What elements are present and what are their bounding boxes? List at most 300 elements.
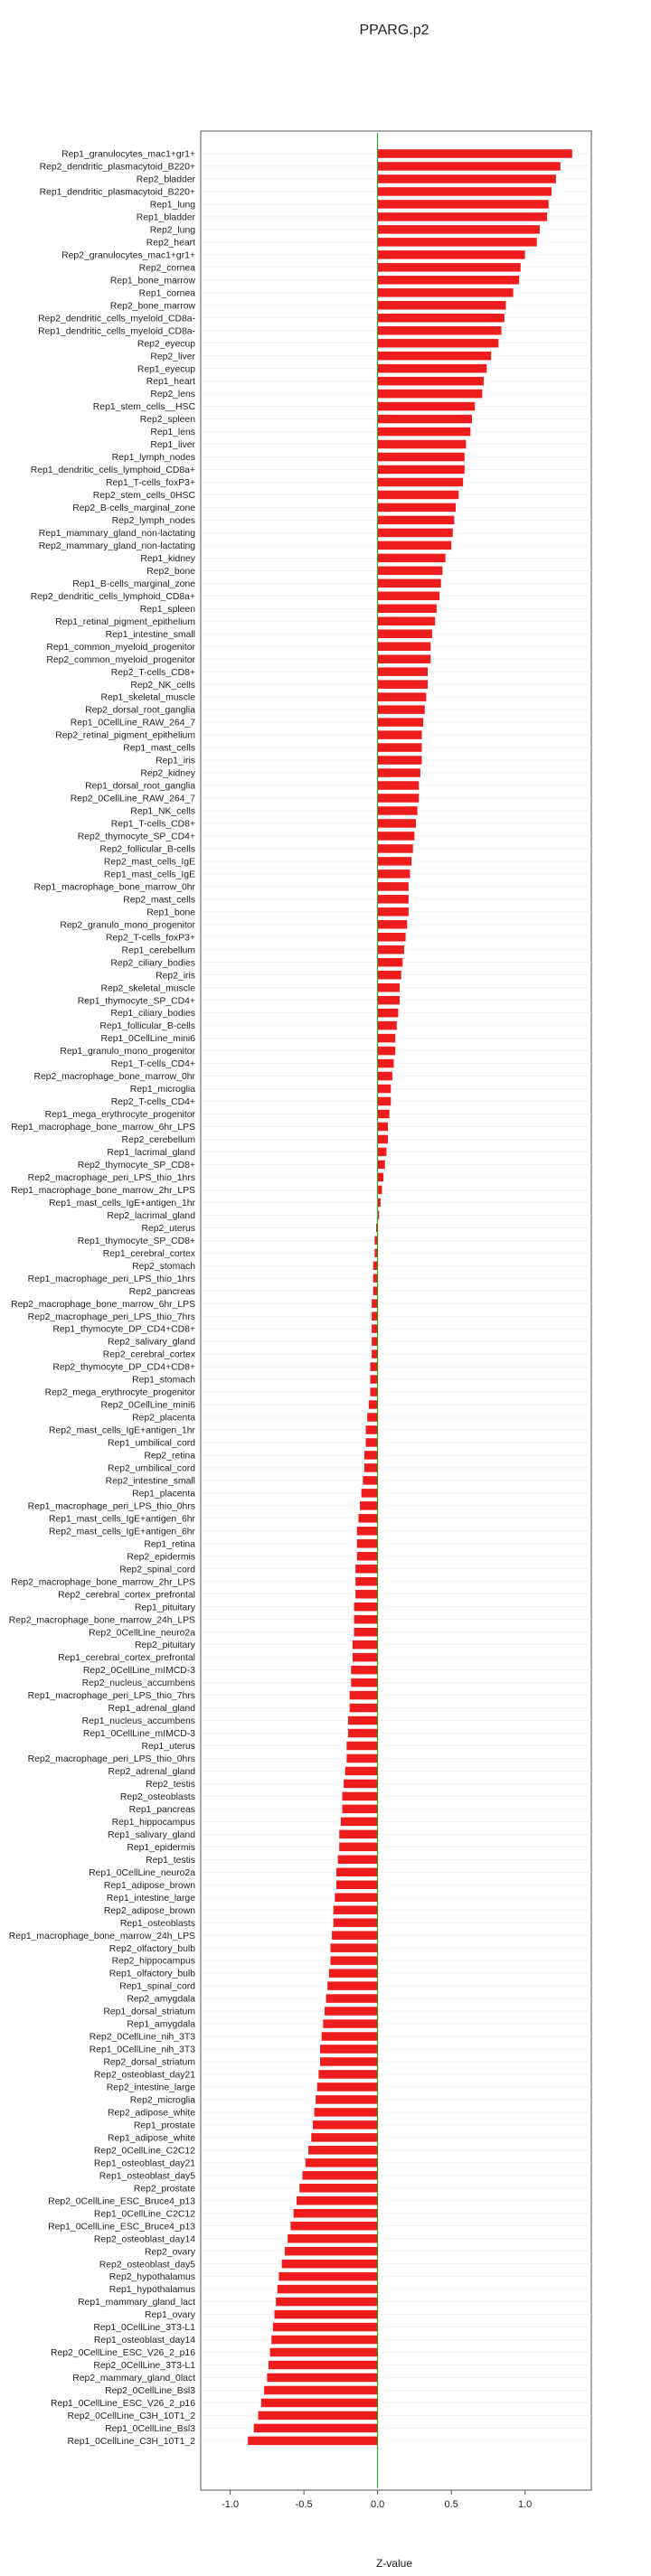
category-label: Rep1_retinal_pigment_epithelium <box>55 616 195 627</box>
category-label: Rep1_stomach <box>132 1375 195 1386</box>
bar <box>294 2209 378 2218</box>
category-label: Rep2_granulo_mono_progenitor <box>60 920 195 931</box>
bar <box>317 2082 378 2092</box>
category-label: Rep1_0CellLine_neuro2a <box>89 1867 195 1878</box>
category-label: Rep1_olfactory_bulb <box>108 1969 195 1979</box>
bar <box>370 1362 377 1371</box>
category-label: Rep2_amygdala <box>127 1994 195 2005</box>
bar <box>378 692 427 701</box>
category-label: Rep2_liver <box>150 352 195 362</box>
bar <box>351 1678 377 1688</box>
category-label: Rep1_mast_cells_IgE <box>103 870 195 880</box>
bar <box>271 2336 377 2345</box>
bar <box>378 1186 382 1195</box>
bar <box>342 1805 377 1814</box>
category-label: Rep1_hypothalamus <box>108 2285 195 2296</box>
bar <box>378 996 400 1005</box>
category-label: Rep1_cornea <box>138 288 195 299</box>
bar <box>354 1628 378 1637</box>
bar <box>290 2222 377 2231</box>
category-label: Rep2_T-cells_CD8+ <box>110 667 195 678</box>
category-label: Rep1_adipose_white <box>107 2133 195 2144</box>
category-label: Rep2_osteoblasts <box>119 1792 195 1802</box>
bar <box>341 1818 378 1827</box>
category-label: Rep1_lymph_nodes <box>111 453 195 464</box>
bar <box>267 2374 377 2383</box>
category-label: Rep2_testis <box>146 1780 195 1791</box>
bar <box>264 2386 378 2395</box>
category-label: Rep2_intestine_large <box>106 2082 195 2093</box>
bar <box>269 2361 378 2370</box>
bar <box>336 1881 378 1890</box>
bar <box>378 377 484 386</box>
bar <box>378 478 464 487</box>
bar <box>378 250 525 259</box>
bar <box>326 1994 378 2003</box>
category-label: Rep1_mega_erythrocyte_progenitor <box>44 1110 195 1121</box>
category-label: Rep2_0CellLine_ESC_V26_2_p16 <box>50 2348 195 2359</box>
bar <box>369 1400 378 1409</box>
category-label: Rep1_NK_cells <box>130 806 195 817</box>
category-label: Rep1_prostate <box>133 2120 195 2131</box>
bar <box>378 971 401 980</box>
bar <box>297 2196 378 2205</box>
category-label: Rep2_bladder <box>136 174 195 185</box>
bar <box>378 781 420 790</box>
category-label: Rep2_kidney <box>140 768 195 779</box>
x-axis-label: Z-value <box>375 2557 413 2570</box>
bar <box>378 945 404 954</box>
category-label: Rep2_bone <box>146 566 195 577</box>
bar <box>378 491 459 500</box>
category-label: Rep2_microglia <box>129 2095 195 2106</box>
category-label: Rep1_skeletal_muscle <box>100 692 195 703</box>
bar <box>285 2247 378 2256</box>
bar <box>350 1704 378 1713</box>
bar <box>288 2234 377 2243</box>
category-label: Rep1_spinal_cord <box>119 1981 195 1992</box>
category-label: Rep2_cerebral_cortex_prefrontal <box>58 1590 195 1601</box>
category-label: Rep2_dorsal_root_ganglia <box>85 705 195 716</box>
category-label: Rep2_placenta <box>132 1413 195 1424</box>
category-label: Rep1_0CellLine_Bsl3 <box>105 2424 195 2434</box>
bar <box>372 1299 378 1308</box>
category-label: Rep1_dendritic_plasmacytoid_B220+ <box>39 187 195 198</box>
category-label: Rep1_intestine_small <box>105 629 195 640</box>
bar <box>372 1324 378 1333</box>
category-label: Rep2_spinal_cord <box>119 1565 195 1575</box>
bar <box>378 592 439 601</box>
bar <box>378 605 437 614</box>
category-label: Rep1_nucleus_accumbens <box>81 1716 195 1727</box>
bar <box>378 415 472 424</box>
category-label: Rep1_T-cells_CD8+ <box>110 819 195 830</box>
bar <box>378 263 521 272</box>
category-labels <box>9 150 196 2447</box>
category-label: Rep1_macrophage_peri_LPS_thio_7hrs <box>27 1691 195 1702</box>
category-label: Rep2_thymocyte_SP_CD4+ <box>77 832 195 842</box>
chart-title: PPARG.p2 <box>359 23 429 38</box>
bar <box>378 225 540 234</box>
bar <box>378 756 422 765</box>
bar <box>357 1527 378 1536</box>
category-label: Rep1_osteoblast_day14 <box>93 2336 195 2346</box>
bar <box>378 1110 390 1119</box>
category-label: Rep1_osteoblast_day5 <box>99 2171 195 2182</box>
bar <box>366 1425 378 1434</box>
bar <box>378 428 471 437</box>
category-label: Rep1_adrenal_gland <box>108 1704 195 1715</box>
bar <box>378 743 422 752</box>
bar <box>378 352 492 361</box>
category-label: Rep2_mast_cells_IgE+antigen_6hr <box>48 1527 195 1537</box>
bar <box>370 1375 377 1384</box>
category-label: Rep1_T-cells_foxP3+ <box>105 478 195 489</box>
bar <box>378 1123 388 1132</box>
category-label: Rep1_lacrimal_gland <box>107 1148 195 1159</box>
x-tick-label: -1.0 <box>222 2499 240 2510</box>
category-label: Rep2_stomach <box>132 1261 195 1272</box>
bar <box>354 1615 378 1624</box>
category-label: Rep2_mega_erythrocyte_progenitor <box>44 1387 195 1398</box>
category-label: Rep2_hypothalamus <box>108 2272 195 2283</box>
category-label: Rep2_granulocytes_mac1+gr1+ <box>61 250 195 261</box>
bar <box>378 1034 396 1043</box>
category-label: Rep2_mammary_gland_non-lactating <box>38 541 195 551</box>
bar <box>355 1577 377 1586</box>
category-label: Rep1_amygdala <box>127 2019 195 2030</box>
bar <box>378 895 409 904</box>
category-label: Rep1_granulo_mono_progenitor <box>60 1047 195 1058</box>
bar <box>339 1830 377 1839</box>
bar <box>334 1918 378 1927</box>
category-label: Rep1_macrophage_bone_marrow_0hr <box>33 882 195 893</box>
bar <box>342 1792 377 1801</box>
category-label: Rep2_cornea <box>138 263 195 274</box>
category-label: Rep1_kidney <box>140 553 195 564</box>
category-label: Rep2_0CellLine_C3H_10T1_2 <box>67 2411 195 2422</box>
bar <box>378 617 436 626</box>
bar <box>348 1716 378 1725</box>
bar <box>373 1286 378 1295</box>
category-label: Rep2_adipose_brown <box>103 1905 195 1916</box>
category-label: Rep2_macrophage_bone_marrow_2hr_LPS <box>11 1577 195 1588</box>
bar <box>353 1653 378 1662</box>
category-label: Rep2_stem_cells_0HSC <box>92 491 195 502</box>
category-label: Rep1_0CellLine_C3H_10T1_2 <box>67 2436 195 2447</box>
category-label: Rep1_epidermis <box>127 1842 195 1853</box>
bar <box>378 301 506 310</box>
category-label: Rep2_prostate <box>133 2184 195 2195</box>
bar <box>362 1489 378 1498</box>
bar <box>378 819 416 828</box>
bar <box>378 794 420 803</box>
category-label: Rep2_pancreas <box>128 1286 195 1297</box>
category-label: Rep1_retina <box>144 1539 195 1550</box>
category-label: Rep1_macrophage_bone_marrow_24h_LPS <box>8 1931 195 1941</box>
category-label: Rep2_thymocyte_SP_CD8+ <box>77 1161 195 1170</box>
bar <box>366 1438 378 1447</box>
bar <box>282 2260 378 2269</box>
bar <box>378 554 446 563</box>
bar <box>378 718 424 727</box>
bar <box>378 806 418 815</box>
category-label: Rep1_B-cells_marginal_zone <box>72 578 195 589</box>
bar <box>378 440 467 449</box>
bar <box>378 1097 392 1106</box>
bar <box>378 680 428 689</box>
bar <box>278 2285 378 2294</box>
bar <box>318 2070 377 2079</box>
category-label: Rep2_dendritic_plasmacytoid_B220+ <box>39 162 195 173</box>
bar <box>273 2323 378 2332</box>
bar <box>378 465 465 475</box>
category-label: Rep1_0CellLine_mini6 <box>100 1034 195 1045</box>
bar <box>373 1261 378 1270</box>
bar <box>378 870 410 879</box>
category-label: Rep1_hippocampus <box>111 1817 195 1828</box>
category-label: Rep1_mast_cells_IgE+antigen_6hr <box>48 1514 195 1525</box>
category-label: Rep1_0CellLine_mIMCD-3 <box>82 1729 195 1740</box>
category-label: Rep2_0CellLine_mini6 <box>100 1400 195 1411</box>
bar <box>334 1905 378 1914</box>
bar <box>355 1565 377 1574</box>
category-label: Rep2_common_myeloid_progenitor <box>46 654 195 665</box>
bar <box>299 2184 377 2193</box>
category-label: Rep1_thymocyte_DP_CD4+CD8+ <box>52 1324 195 1335</box>
bar <box>322 2032 378 2041</box>
x-tick-label: 1.0 <box>517 2499 533 2510</box>
bar <box>370 1387 377 1396</box>
bar <box>378 983 400 992</box>
category-label: Rep1_follicular_B-cells <box>99 1021 195 1032</box>
category-label: Rep2_ovary <box>144 2247 195 2258</box>
category-label: Rep1_0CellLine_ESC_Bruce4_p13 <box>48 2222 195 2233</box>
category-label: Rep2_retina <box>144 1451 195 1462</box>
bar <box>378 288 514 297</box>
bar <box>354 1603 378 1612</box>
bar <box>378 832 415 841</box>
bar <box>378 516 455 525</box>
category-label: Rep2_0CellLine_RAW_264_7 <box>70 794 195 804</box>
x-tick-label: 0.5 <box>444 2499 458 2510</box>
bar <box>357 1539 378 1548</box>
bar <box>378 339 499 348</box>
x-axis-ticks <box>222 2490 532 2510</box>
bar <box>372 1349 378 1359</box>
category-label: Rep2_macrophage_peri_LPS_thio_1hrs <box>27 1172 195 1183</box>
bar <box>308 2146 378 2155</box>
category-label: Rep2_cerebral_cortex <box>102 1349 195 1360</box>
category-label: Rep1_dorsal_root_ganglia <box>85 781 195 792</box>
category-label: Rep2_macrophage_bone_marrow_6hr_LPS <box>11 1299 195 1310</box>
bar <box>306 2158 378 2167</box>
bar <box>378 654 431 663</box>
bar <box>378 314 505 323</box>
bar-group <box>248 149 572 2445</box>
category-label: Rep2_lymph_nodes <box>111 516 195 527</box>
category-label: Rep2_0CellLine_mIMCD-3 <box>82 1666 195 1677</box>
bar <box>378 541 452 550</box>
bar <box>346 1754 377 1763</box>
bar <box>378 453 465 462</box>
category-label: Rep1_macrophage_peri_LPS_thio_1hrs <box>27 1274 195 1284</box>
bar <box>378 1021 397 1030</box>
bar <box>248 2437 377 2446</box>
category-label: Rep2_osteoblast_day5 <box>99 2260 195 2270</box>
category-label: Rep2_dendritic_cells_lymphoid_CD8a+ <box>30 591 195 602</box>
category-label: Rep1_dendritic_cells_myeloid_CD8a- <box>38 326 195 337</box>
bar <box>259 2411 378 2421</box>
bar <box>276 2298 377 2307</box>
bar <box>315 2108 378 2117</box>
bar <box>378 567 443 576</box>
category-label: Rep2_macrophage_bone_marrow_0hr <box>33 1072 195 1083</box>
category-label: Rep2_lens <box>150 390 195 400</box>
bar <box>360 1501 378 1510</box>
bar <box>330 1943 377 1952</box>
bar <box>378 933 406 942</box>
category-label: Rep2_intestine_small <box>105 1476 195 1487</box>
category-label: Rep2_T-cells_CD4+ <box>110 1097 195 1108</box>
bar <box>364 1451 378 1460</box>
bar <box>378 629 432 638</box>
bar <box>346 1742 377 1751</box>
category-label: Rep1_mast_cells_IgE+antigen_1hr <box>48 1198 195 1208</box>
category-label: Rep1_liver <box>150 440 195 451</box>
category-label: Rep1_pancreas <box>128 1804 195 1815</box>
category-label: Rep1_mammary_gland_non-lactating <box>38 529 195 539</box>
category-label: Rep2_nucleus_accumbens <box>81 1678 195 1689</box>
category-label: Rep1_umbilical_cord <box>107 1438 195 1449</box>
bar <box>378 1135 388 1144</box>
bar <box>275 2310 378 2319</box>
category-label: Rep2_dorsal_striatum <box>103 2057 195 2068</box>
category-label: Rep2_olfactory_bulb <box>108 1943 195 1954</box>
category-label: Rep1_ovary <box>144 2310 195 2321</box>
bar <box>378 857 411 866</box>
bar <box>302 2171 377 2180</box>
category-label: Rep1_microglia <box>129 1085 195 1095</box>
bar <box>378 149 572 158</box>
bar <box>353 1641 378 1650</box>
category-label: Rep1_macrophage_peri_LPS_thio_0hrs <box>27 1501 195 1512</box>
category-label: Rep2_adrenal_gland <box>108 1767 195 1778</box>
category-label: Rep1_common_myeloid_progenitor <box>46 642 195 653</box>
bar <box>378 187 552 196</box>
bar <box>355 1590 377 1599</box>
category-label: Rep2_macrophage_peri_LPS_thio_0hrs <box>27 1754 195 1765</box>
bar <box>363 1476 377 1485</box>
bar <box>338 1856 378 1865</box>
bar <box>378 390 483 399</box>
bar <box>378 667 428 676</box>
bar <box>378 276 519 285</box>
category-label: Rep2_0CellLine_Bsl3 <box>105 2386 195 2397</box>
category-label: Rep2_eyecup <box>137 339 195 350</box>
bar <box>345 1767 378 1776</box>
bar <box>378 326 502 335</box>
category-label: Rep1_0CellLine_3T3-L1 <box>93 2323 195 2334</box>
category-label: Rep2_dendritic_cells_myeloid_CD8a- <box>38 314 195 324</box>
category-label: Rep1_mammary_gland_lact <box>78 2298 195 2308</box>
category-label: Rep1_0CellLine_RAW_264_7 <box>70 718 195 729</box>
category-label: Rep2_hippocampus <box>111 1956 195 1967</box>
category-label: Rep2_mast_cells_IgE+antigen_1hr <box>48 1425 195 1436</box>
bar <box>378 162 561 171</box>
bar <box>311 2133 377 2142</box>
category-label: Rep1_bladder <box>136 212 195 223</box>
category-label: Rep1_mast_cells <box>123 743 195 754</box>
bar <box>378 529 453 538</box>
category-label: Rep2_lung <box>149 225 195 236</box>
bar <box>378 705 425 714</box>
bar <box>350 1691 378 1700</box>
bar <box>344 1780 377 1789</box>
bar <box>364 1463 378 1472</box>
category-label: Rep2_B-cells_marginal_zone <box>72 503 195 514</box>
bar <box>378 174 556 183</box>
category-label: Rep2_heart <box>146 238 195 249</box>
category-label: Rep1_adipose_brown <box>103 1880 195 1891</box>
bar <box>378 1059 394 1068</box>
category-label: Rep1_placenta <box>132 1489 195 1500</box>
category-label: Rep2_uterus <box>141 1223 195 1234</box>
category-label: Rep1_salivary_gland <box>107 1829 195 1840</box>
category-label: Rep1_ciliary_bodies <box>110 1009 195 1020</box>
category-label: Rep1_osteoblast_day21 <box>93 2158 195 2169</box>
category-label: Rep1_macrophage_bone_marrow_2hr_LPS <box>11 1185 195 1196</box>
bar <box>378 579 441 588</box>
category-label: Rep1_0CellLine_ESC_V26_2_p16 <box>50 2399 195 2410</box>
bar <box>373 1274 378 1283</box>
category-label: Rep1_dendritic_cells_lymphoid_CD8a+ <box>30 465 195 476</box>
category-label: Rep1_thymocyte_SP_CD4+ <box>77 996 195 1007</box>
category-label: Rep1_lens <box>150 428 195 438</box>
bar <box>336 1868 378 1877</box>
bar <box>378 844 413 853</box>
category-label: Rep2_mast_cells <box>123 895 195 906</box>
x-tick-label: -0.5 <box>295 2499 313 2510</box>
bar <box>378 768 420 777</box>
category-label: Rep1_testis <box>146 1855 195 1866</box>
category-label: Rep2_0CellLine_ESC_Bruce4_p13 <box>48 2196 195 2207</box>
category-label: Rep1_osteoblasts <box>119 1918 195 1929</box>
bar <box>372 1312 378 1321</box>
bar <box>367 1413 377 1422</box>
category-label: Rep1_spleen <box>139 604 195 615</box>
category-label: Rep2_T-cells_foxP3+ <box>105 933 195 944</box>
category-label: Rep2_umbilical_cord <box>107 1463 195 1474</box>
category-label: Rep1_0CellLine_nih_3T3 <box>89 2045 195 2055</box>
category-label: Rep1_macrophage_bone_marrow_6hr_LPS <box>11 1123 195 1133</box>
bar <box>320 2057 378 2066</box>
category-label: Rep1_granulocytes_mac1+gr1+ <box>61 149 195 160</box>
category-label: Rep1_bone_marrow <box>109 276 195 287</box>
category-label: Rep1_cerebral_cortex_prefrontal <box>58 1653 195 1664</box>
category-label: Rep1_eyecup <box>137 364 195 375</box>
bar <box>278 2272 377 2281</box>
category-label: Rep2_macrophage_peri_LPS_thio_7hrs <box>27 1312 195 1322</box>
bar <box>332 1931 378 1940</box>
category-label: Rep2_salivary_gland <box>107 1337 195 1348</box>
category-label: Rep1_stem_cells__HSC <box>92 402 195 413</box>
category-label: Rep1_T-cells_CD4+ <box>110 1059 195 1070</box>
bar <box>270 2348 378 2357</box>
category-label: Rep1_bone <box>146 907 195 918</box>
bar <box>329 1969 378 1978</box>
category-label: Rep2_skeletal_muscle <box>100 983 195 994</box>
